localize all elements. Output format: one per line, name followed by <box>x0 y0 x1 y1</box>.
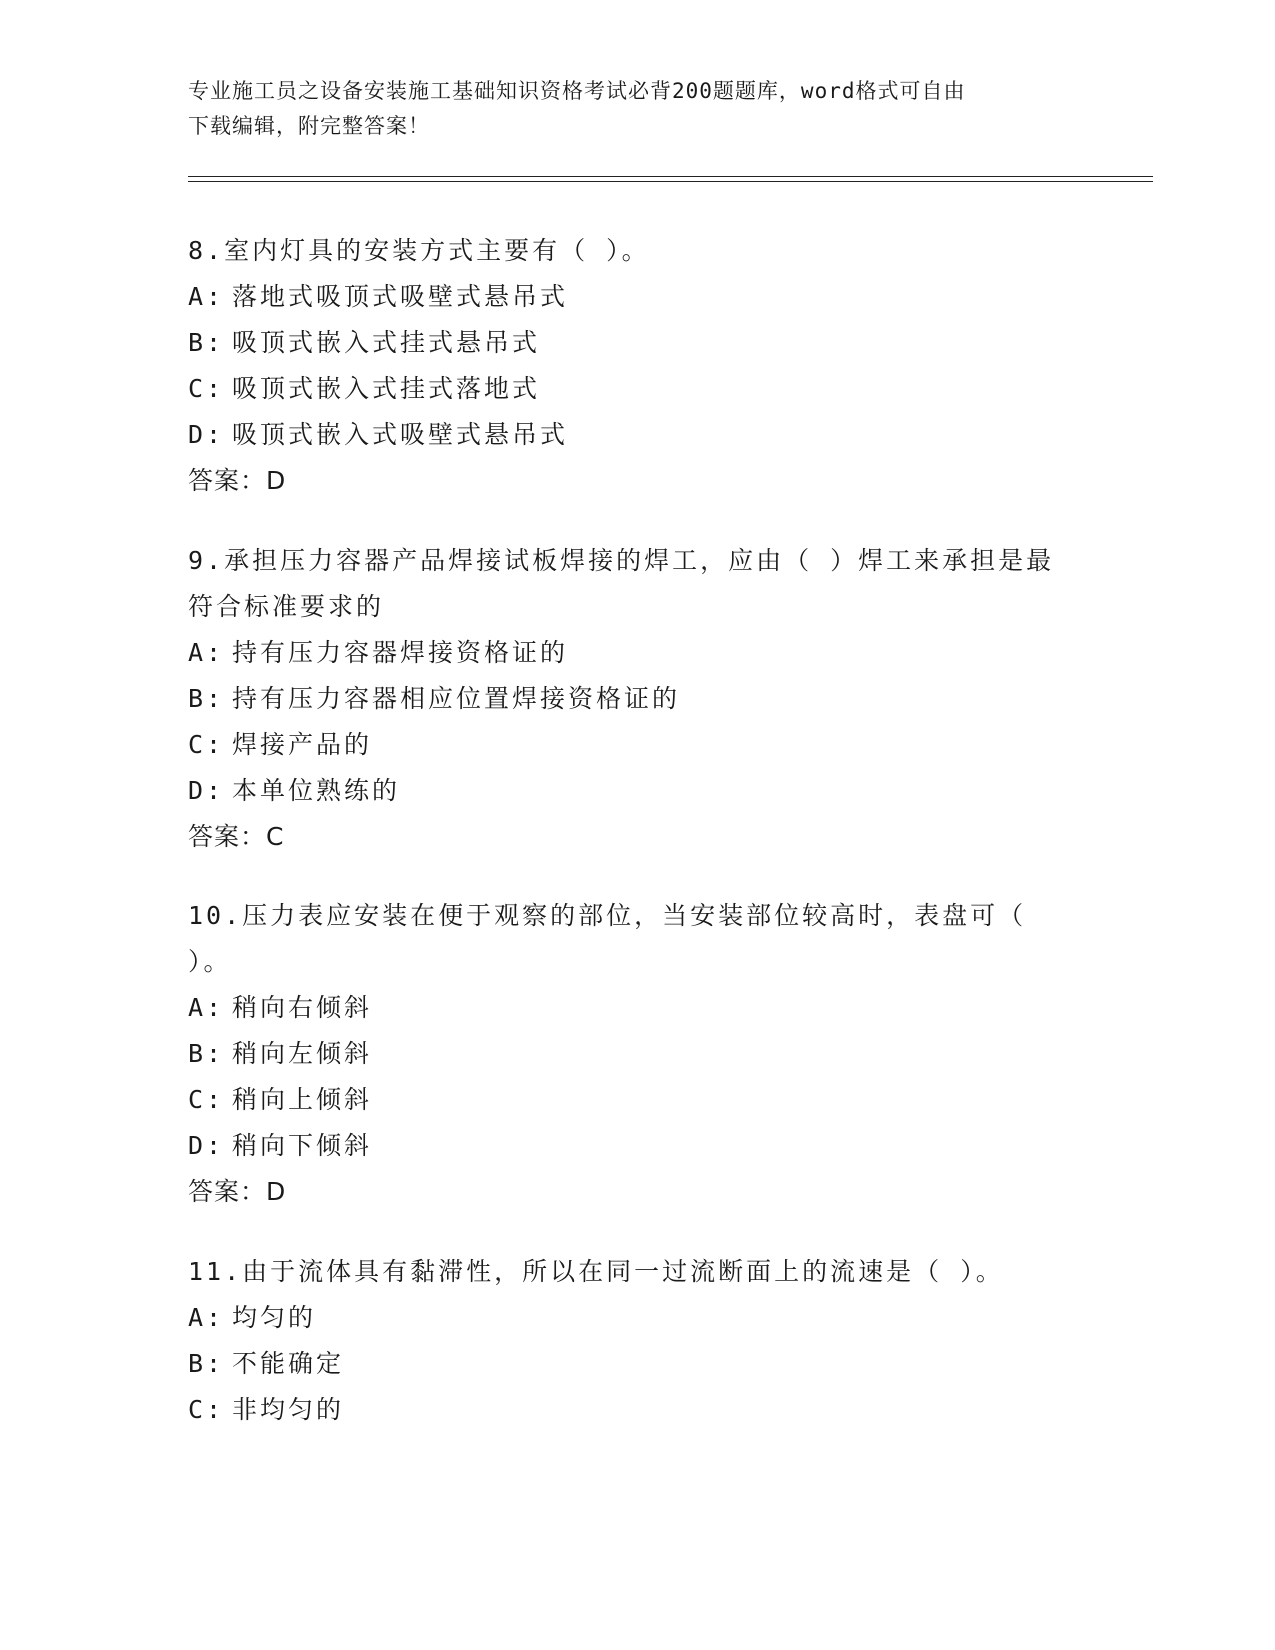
option-text: 非均匀的 <box>232 1395 345 1424</box>
answer-line: 答案：C <box>188 822 285 851</box>
question-stem-line: 符合标准要求的 <box>188 592 385 621</box>
option-a <box>188 1295 1088 1341</box>
question-stem-line: 9.承担压力容器产品焊接试板焊接的焊工，应由（ ）焊工来承担是最 <box>188 546 1055 575</box>
option-letter: C: <box>188 730 225 759</box>
option-letter: D: <box>188 776 225 805</box>
option-text: 持有压力容器相应位置焊接资格证的 <box>232 684 681 713</box>
option-text: 均匀的 <box>232 1303 317 1332</box>
option-letter: B: <box>188 1349 225 1378</box>
header-rule-top <box>188 176 1153 177</box>
option-c <box>188 1077 1088 1123</box>
option-text: 持有压力容器焊接资格证的 <box>232 638 569 667</box>
option-letter: A: <box>188 993 225 1022</box>
option-a <box>188 630 1088 676</box>
answer-line: 答案：D <box>188 1177 287 1206</box>
option-a <box>188 985 1088 1031</box>
option-d <box>188 768 1088 814</box>
option-text: 焊接产品的 <box>232 730 373 759</box>
question-stem-line: 8.室内灯具的安装方式主要有（ ）。 <box>188 236 650 265</box>
option-text: 落地式吸顶式吸壁式悬吊式 <box>232 282 569 311</box>
question-stem <box>188 893 1088 985</box>
option-letter: A: <box>188 282 225 311</box>
option-d <box>188 412 1088 458</box>
option-b <box>188 1031 1088 1077</box>
question-block <box>188 228 1088 504</box>
question-stem <box>188 1249 1088 1295</box>
option-letter: B: <box>188 1039 225 1068</box>
option-b <box>188 676 1088 722</box>
answer-line: 答案：D <box>188 466 287 495</box>
option-letter: C: <box>188 374 225 403</box>
option-text: 稍向左倾斜 <box>232 1039 373 1068</box>
option-text: 吸顶式嵌入式挂式落地式 <box>232 374 541 403</box>
question-stem-line: 11.由于流体具有黏滞性，所以在同一过流断面上的流速是（ ）。 <box>188 1257 1004 1286</box>
option-letter: D: <box>188 1131 225 1160</box>
question-block <box>188 893 1088 1215</box>
question-stem-line: ）。 <box>188 947 232 976</box>
option-d <box>188 1123 1088 1169</box>
question-stem <box>188 538 1088 630</box>
question-block <box>188 538 1088 860</box>
header-line-2: 下载编辑，附完整答案！ <box>188 114 430 138</box>
option-text: 吸顶式嵌入式吸壁式悬吊式 <box>232 420 569 449</box>
document-header <box>188 74 1088 144</box>
header-line-1: 专业施工员之设备安装施工基础知识资格考试必背200题题库，word格式可自由 <box>188 79 966 103</box>
option-b <box>188 320 1088 366</box>
option-c <box>188 1387 1088 1433</box>
option-letter: B: <box>188 328 225 357</box>
header-rule-bottom <box>188 181 1153 182</box>
option-c <box>188 722 1088 768</box>
option-text: 本单位熟练的 <box>232 776 401 805</box>
option-text: 稍向上倾斜 <box>232 1085 373 1114</box>
option-c <box>188 366 1088 412</box>
option-text: 稍向下倾斜 <box>232 1131 373 1160</box>
option-letter: C: <box>188 1085 225 1114</box>
question-stem-line: 10.压力表应安装在便于观察的部位，当安装部位较高时，表盘可（ <box>188 901 1027 930</box>
option-letter: C: <box>188 1395 225 1424</box>
option-letter: A: <box>188 638 225 667</box>
option-text: 不能确定 <box>232 1349 345 1378</box>
option-a <box>188 274 1088 320</box>
option-letter: B: <box>188 684 225 713</box>
option-letter: D: <box>188 420 225 449</box>
option-b <box>188 1341 1088 1387</box>
option-text: 稍向右倾斜 <box>232 993 373 1022</box>
question-block <box>188 1249 1088 1433</box>
question-stem <box>188 228 1088 274</box>
option-letter: A: <box>188 1303 225 1332</box>
option-text: 吸顶式嵌入式挂式悬吊式 <box>232 328 541 357</box>
